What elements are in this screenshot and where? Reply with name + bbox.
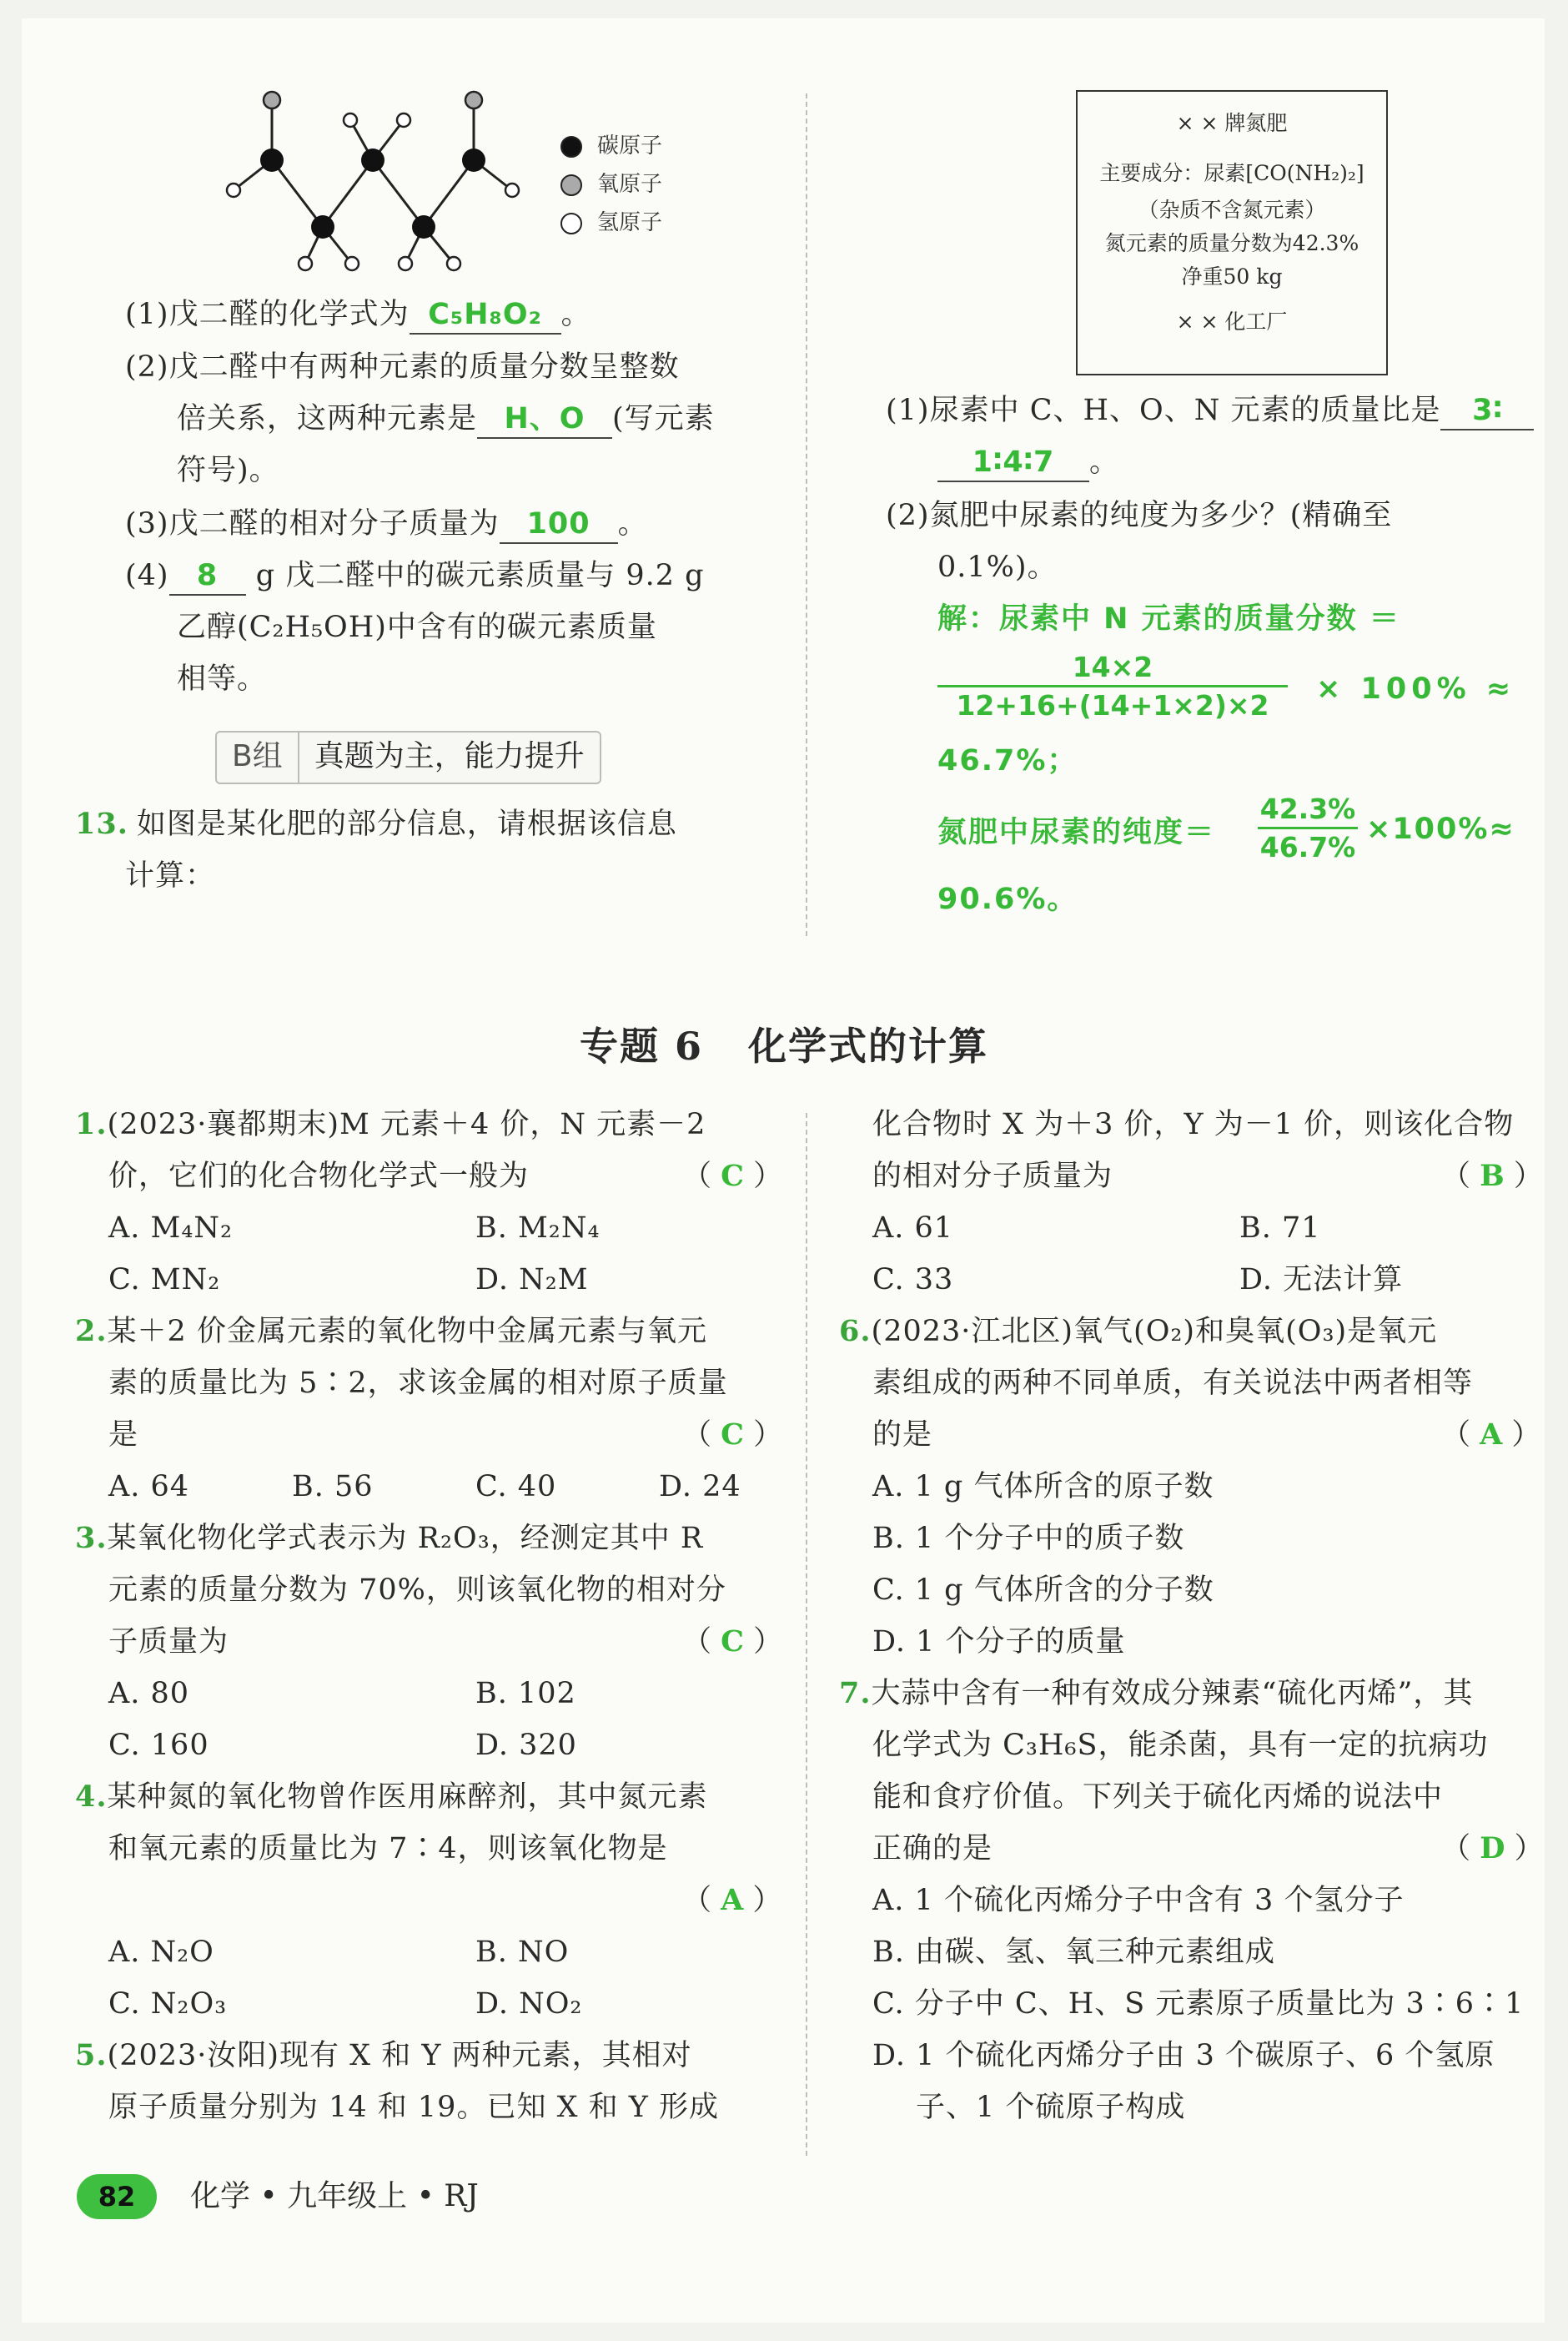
oxygen-atom-icon	[560, 174, 582, 196]
q13-part1-answer-b: 1∶4∶7	[937, 444, 1089, 482]
q7-option-d: D. 1 个硫化丙烯分子由 3 个碳原子、6 个氢原	[872, 2039, 1495, 2072]
q5-line1: 5.(2023·汝阳)现有 X 和 Y 两种元素，其相对	[75, 2038, 692, 2072]
q13-part1-answer-a: 3∶	[1440, 392, 1534, 430]
q1-answer-bracket: （ C ）	[682, 1159, 783, 1193]
page-number-badge: 82	[77, 2174, 157, 2219]
q5-line3: 化合物时 X 为＋3 价，Y 为－1 价，则该化合物	[872, 1108, 1515, 1141]
solution-fraction1-tail: × 100% ≈	[1316, 672, 1516, 706]
q1-line1: 1.(2023·襄都期末)M 元素＋4 价，N 元素－2	[75, 1107, 706, 1141]
q2-line1: 2.某＋2 价金属元素的氧化物中金属元素与氧元	[75, 1314, 707, 1348]
q12-part4-line1: (4) 8 g 戊二醛中的碳元素质量与 9.2 g	[125, 557, 705, 596]
q7-option-d-cont: 子、1 个硫原子构成	[916, 2091, 1186, 2124]
solution-fraction2-tail: ×100%≈	[1366, 813, 1515, 846]
q5-line4: 的相对分子质量为	[872, 1160, 1113, 1193]
q7-option-a: A. 1 个硫化丙烯分子中含有 3 个氢分子	[872, 1884, 1405, 1917]
q6-line2: 素组成的两种不同单质，有关说法中两者相等	[872, 1367, 1474, 1400]
q5-answer-bracket: （ B ）	[1441, 1159, 1543, 1193]
q12-part2-line2: 倍关系，这两种元素是 H、O (写元素	[177, 400, 715, 439]
q12-part1: (1)戊二醛的化学式为 C₅H₈O₂ 。	[125, 296, 591, 335]
solution-line3: 氮肥中尿素的纯度＝	[937, 816, 1216, 849]
q13-part1-line1: (1)尿素中 C、H、O、N 元素的质量比是 3∶	[886, 392, 1534, 430]
q2-line3: 是	[108, 1418, 139, 1452]
q13-stem-line1: 13. 如图是某化肥的部分信息，请根据该信息	[75, 807, 677, 841]
q13-part2-line2: 0.1%)。	[937, 551, 1058, 584]
q6-line1: 6.(2023·江北区)氧气(O₂)和臭氧(O₃)是氧元	[839, 1314, 1438, 1348]
q3-line3: 子质量为	[108, 1625, 229, 1659]
q13-part2-line1: (2)氮肥中尿素的纯度为多少？(精确至	[886, 499, 1393, 532]
q12-part4-line2: 乙醇(C₂H₅OH)中含有的碳元素质量	[177, 611, 657, 644]
q6-answer-bracket: （ A ）	[1441, 1417, 1541, 1452]
solution-line1: 解：尿素中 N 元素的质量分数 ＝	[937, 602, 1400, 636]
q5-line2: 原子质量分别为 14 和 19。已知 X 和 Y 形成	[108, 2091, 719, 2124]
fertilizer-label: × × 牌氮肥 主要成分：尿素[CO(NH₂)₂] （杂质不含氮元素） 氮元素的质量分数为42.3% 净重50 kg × × 化工厂	[1076, 90, 1388, 375]
q6-line3: 的是	[872, 1418, 933, 1452]
q7-line2: 化学式为 C₃H₆S，能杀菌，具有一定的抗病功	[872, 1729, 1489, 1762]
group-b-tag: B组 真题为主，能力提升	[215, 731, 601, 784]
q7-option-b: B. 由碳、氢、氧三种元素组成	[872, 1936, 1275, 1969]
q6-option-b: B. 1 个分子中的质子数	[872, 1522, 1185, 1555]
legend-oxygen: 氧原子	[560, 172, 662, 197]
fraction-purity: 42.3% 46.7%	[1258, 793, 1358, 863]
q12-part3-answer: 100	[500, 506, 618, 544]
q7-option-c: C. 分子中 C、H、S 元素原子质量比为 3∶6∶1	[872, 1987, 1525, 2021]
solution-line4: 90.6%。	[937, 883, 1078, 916]
q2-line2: 素的质量比为 5∶2，求该金属的相对原子质量	[108, 1367, 728, 1400]
solution-line2: 46.7%；	[937, 744, 1078, 778]
q12-part4-answer: 8	[169, 557, 246, 596]
q12-part2-line1: (2)戊二醛中有两种元素的质量分数呈整数	[125, 350, 680, 384]
q7-answer-bracket: （ D ）	[1441, 1831, 1544, 1865]
section-title: 专题 6 化学式的计算	[579, 1024, 989, 1069]
glutaraldehyde-molecule-diagram	[219, 83, 552, 284]
fraction-n-mass: 14×2 12+16+(14+1×2)×2	[937, 651, 1288, 722]
q12-part2-answer: H、O	[477, 400, 612, 439]
hydrogen-atom-icon	[560, 213, 582, 234]
q2-answer-bracket: （ C ）	[682, 1417, 783, 1452]
q13-stem-line2: 计算：	[125, 859, 216, 893]
q4-line1: 4.某种氮的氧化物曾作医用麻醉剂，其中氮元素	[75, 1780, 708, 1814]
q4-line2: 和氧元素的质量比为 7∶4，则该氧化物是	[108, 1832, 668, 1865]
footer-book-info: 化学 • 九年级上 • RJ	[190, 2179, 479, 2213]
q7-line3: 能和食疗价值。下列关于硫化丙烯的说法中	[872, 1780, 1444, 1814]
q3-line2: 元素的质量分数为 70%，则该氧化物的相对分	[108, 1573, 726, 1607]
q12-part3: (3)戊二醛的相对分子质量为 100 。	[125, 506, 648, 544]
q6-option-c: C. 1 g 气体所含的分子数	[872, 1573, 1214, 1607]
q4-answer-bracket: （ A ）	[682, 1883, 782, 1917]
q6-option-d: D. 1 个分子的质量	[872, 1625, 1126, 1659]
q3-line1: 3.某氧化物化学式表示为 R₂O₃，经测定其中 R	[75, 1521, 704, 1555]
q12-part1-answer: C₅H₈O₂	[410, 296, 561, 335]
q7-line4: 正确的是	[872, 1832, 993, 1865]
carbon-atom-icon	[560, 136, 582, 158]
q1-line2: 价，它们的化合物化学式一般为	[108, 1160, 530, 1193]
column-divider-top	[806, 93, 807, 936]
column-divider-bottom	[806, 1113, 807, 2156]
legend-hydrogen: 氢原子	[560, 210, 662, 235]
q3-answer-bracket: （ C ）	[682, 1624, 783, 1659]
q7-line1: 7.大蒜中含有一种有效成分辣素“硫化丙烯”，其	[839, 1676, 1474, 1710]
molecule-legend	[560, 133, 662, 235]
legend-carbon: 碳原子	[560, 133, 662, 159]
q13-part1-line2: 1∶4∶7 。	[937, 444, 1119, 482]
q6-option-a: A. 1 g 气体所含的原子数	[872, 1470, 1214, 1503]
q12-part2-line3: 符号)。	[177, 454, 279, 487]
q12-part4-line3: 相等。	[177, 662, 268, 696]
